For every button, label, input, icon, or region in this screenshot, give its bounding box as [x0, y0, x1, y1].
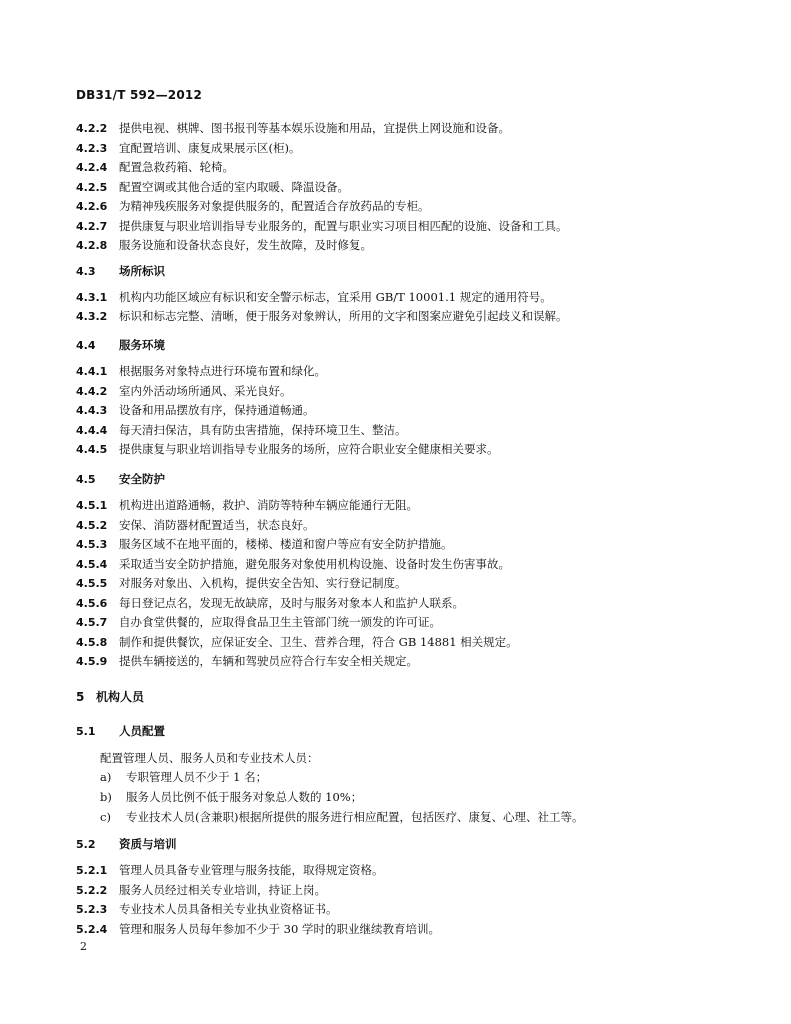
- clause-text: 管理人员具备专业管理与服务技能，取得规定资格。: [119, 863, 384, 877]
- list-item-text: 专职管理人员不少于 1 名；: [126, 770, 268, 784]
- clause-text: 安保、消防器材配置适当，状态良好。: [119, 517, 315, 532]
- clause-text: 服务区域不在地平面的，楼梯、楼道和窗户等应有安全防护措施。: [119, 537, 453, 551]
- heading-text: 资质与培训: [119, 837, 177, 851]
- clause-4-5-1: [76, 498, 418, 513]
- clause-text: 提供电视、棋牌、图书报刊等基本娱乐设施和用品，宜提供上网设施和设备。: [119, 121, 510, 135]
- clause-5-2-1: [76, 863, 384, 878]
- heading-number: 5.2: [76, 838, 96, 851]
- list-item-text: 服务人员比例不低于服务对象总人数的 10%；: [126, 790, 363, 804]
- clause-text: 自办食堂供餐的，应取得食品卫生主管部门统一颁发的许可证。: [119, 615, 441, 629]
- clause-4-2-3: [76, 141, 300, 156]
- list-item: [100, 809, 583, 825]
- clause-text: 每天清扫保洁，具有防虫害措施，保持环境卫生、整洁。: [119, 422, 407, 437]
- clause-number: 4.5.8: [76, 635, 108, 649]
- clause-number: 5.2.2: [76, 883, 108, 897]
- clause-text: 配置急救药箱、轮椅。: [119, 160, 234, 174]
- clause-text: 提供康复与职业培训指导专业服务的，配置与职业实习项目相匹配的设施、设备和工具。: [119, 218, 568, 233]
- clause-number: 4.4.2: [76, 384, 108, 398]
- clause-number: 4.5.9: [76, 655, 108, 668]
- clause-number: 4.2.4: [76, 161, 108, 174]
- clause-4-2-6: [76, 199, 430, 214]
- clause-4-5-2: [76, 518, 315, 533]
- clause-text: 根据服务对象特点进行环境布置和绿化。: [119, 364, 326, 378]
- clause-text: 机构内功能区域应有标识和安全警示标志，宜采用 GB/T 10001.1 规定的通用符号。: [119, 290, 552, 304]
- heading-number: 4.4: [76, 339, 96, 352]
- clause-text: 服务人员经过相关专业培训，持证上岗。: [119, 882, 326, 897]
- clause-text: 服务设施和设备状态良好，发生故障，及时修复。: [119, 238, 372, 252]
- heading-4-5: [76, 472, 165, 487]
- clause-5-2-3: [76, 902, 338, 917]
- clause-4-5-6: [76, 596, 464, 611]
- clause-4-2-4: [76, 160, 234, 175]
- clause-number: 4.2.6: [76, 200, 108, 213]
- heading-4-4: [76, 338, 165, 353]
- clause-number: 4.5.1: [76, 499, 108, 512]
- list-item-text: 专业技术人员(含兼职)根据所提供的服务进行相应配置，包括医疗、康复、心理、社工等。: [126, 810, 584, 824]
- clause-4-2-7: [76, 219, 568, 234]
- clause-text: 提供车辆接送的，车辆和驾驶员应符合行车安全相关规定。: [119, 654, 418, 668]
- clause-number: 4.5.2: [76, 518, 108, 532]
- clause-number: 5.2.1: [76, 864, 108, 877]
- clause-text: 提供康复与职业培训指导专业服务的场所，应符合职业安全健康相关要求。: [119, 442, 499, 456]
- clause-4-2-8: [76, 238, 372, 253]
- clause-number: 4.5.3: [76, 538, 108, 551]
- clause-number: 4.2.8: [76, 239, 108, 252]
- heading-5-1: [76, 724, 165, 739]
- clause-number: 4.2.5: [76, 180, 108, 194]
- clause-text: 对服务对象出、入机构，提供安全告知、实行登记制度。: [119, 576, 407, 590]
- chapter-title: 机构人员: [96, 690, 145, 704]
- list-item-label: c): [100, 810, 111, 824]
- heading-text: 场所标识: [119, 264, 165, 278]
- clause-text: 为精神残疾服务对象提供服务的，配置适合存放药品的专柜。: [119, 199, 430, 213]
- clause-4-5-9: [76, 654, 418, 669]
- list-item-label: a): [100, 770, 112, 784]
- clause-text: 设备和用品摆放有序，保持通道畅通。: [119, 403, 315, 417]
- clause-4-4-1: [76, 364, 326, 379]
- clause-number: 4.4.1: [76, 365, 108, 378]
- clause-4-4-3: [76, 403, 315, 418]
- clause-4-4-5: [76, 442, 499, 457]
- list-item-label: b): [100, 790, 112, 804]
- clause-number: 5.2.3: [76, 903, 108, 916]
- clause-4-2-5: [76, 180, 349, 195]
- clause-4-5-7: [76, 615, 441, 630]
- clause-4-5-8: [76, 635, 518, 650]
- clause-text: 配置空调或其他合适的室内取暖、降温设备。: [119, 179, 349, 194]
- clause-text: 宜配置培训、康复成果展示区(柜)。: [119, 140, 301, 155]
- clause-number: 4.2.2: [76, 122, 108, 135]
- clause-number: 4.4.5: [76, 443, 108, 456]
- clause-text: 标识和标志完整、清晰，便于服务对象辨认，所用的文字和图案应避免引起歧义和误解。: [119, 309, 568, 323]
- chapter-5-heading: [76, 688, 144, 705]
- clause-4-5-3: [76, 537, 453, 552]
- document-header: DB31/T 592—2012: [76, 88, 202, 102]
- clause-4-5-4: [76, 557, 510, 572]
- clause-text: 机构进出道路通畅，救护、消防等特种车辆应能通行无阻。: [119, 498, 418, 512]
- clause-5-2-2: [76, 883, 326, 898]
- clause-number: 4.5.5: [76, 577, 108, 590]
- heading-4-3: [76, 264, 165, 279]
- clause-text: 采取适当安全防护措施，避免服务对象使用机构设施、设备时发生伤害事故。: [119, 556, 510, 571]
- clause-number: 4.3.1: [76, 291, 108, 304]
- clause-number: 4.4.3: [76, 404, 108, 417]
- heading-number: 4.5: [76, 473, 96, 486]
- clause-text: 专业技术人员具备相关专业执业资格证书。: [119, 902, 338, 916]
- clause-4-4-2: [76, 384, 292, 399]
- clause-text: 管理和服务人员每年参加不少于 30 学时的职业继续教育培训。: [119, 921, 440, 936]
- clause-number: 4.5.6: [76, 596, 108, 610]
- clause-text: 制作和提供餐饮，应保证安全、卫生、营养合理，符合 GB 14881 相关规定。: [119, 634, 518, 649]
- clause-number: 4.2.7: [76, 219, 108, 233]
- clause-number: 4.2.3: [76, 141, 108, 155]
- clause-4-3-1: [76, 290, 552, 305]
- heading-text: 人员配置: [119, 724, 165, 738]
- clause-4-4-4: [76, 423, 407, 438]
- page-number: 2: [80, 940, 87, 953]
- clause-number: 5.2.4: [76, 922, 108, 936]
- clause-number: 4.3.2: [76, 310, 108, 323]
- clause-number: 4.4.4: [76, 423, 108, 437]
- clause-4-2-2: [76, 121, 510, 136]
- heading-text: 安全防护: [119, 472, 165, 486]
- clause-text: 每日登记点名，发现无故缺席，及时与服务对象本人和监护人联系。: [119, 595, 464, 610]
- clause-4-5-5: [76, 576, 407, 591]
- chapter-number: 5: [76, 690, 85, 704]
- paragraph-5-1: 配置管理人员、服务人员和专业技术人员：: [100, 751, 319, 765]
- clause-number: 4.5.4: [76, 557, 108, 571]
- clause-5-2-4: [76, 922, 440, 937]
- clause-number: 4.5.7: [76, 616, 108, 629]
- heading-number: 5.1: [76, 725, 96, 738]
- heading-number: 4.3: [76, 265, 96, 278]
- list-item: [100, 769, 267, 785]
- list-item: [100, 789, 362, 805]
- heading-text: 服务环境: [119, 338, 165, 352]
- clause-text: 室内外活动场所通风、采光良好。: [119, 383, 292, 398]
- clause-4-3-2: [76, 309, 568, 324]
- heading-5-2: [76, 837, 177, 852]
